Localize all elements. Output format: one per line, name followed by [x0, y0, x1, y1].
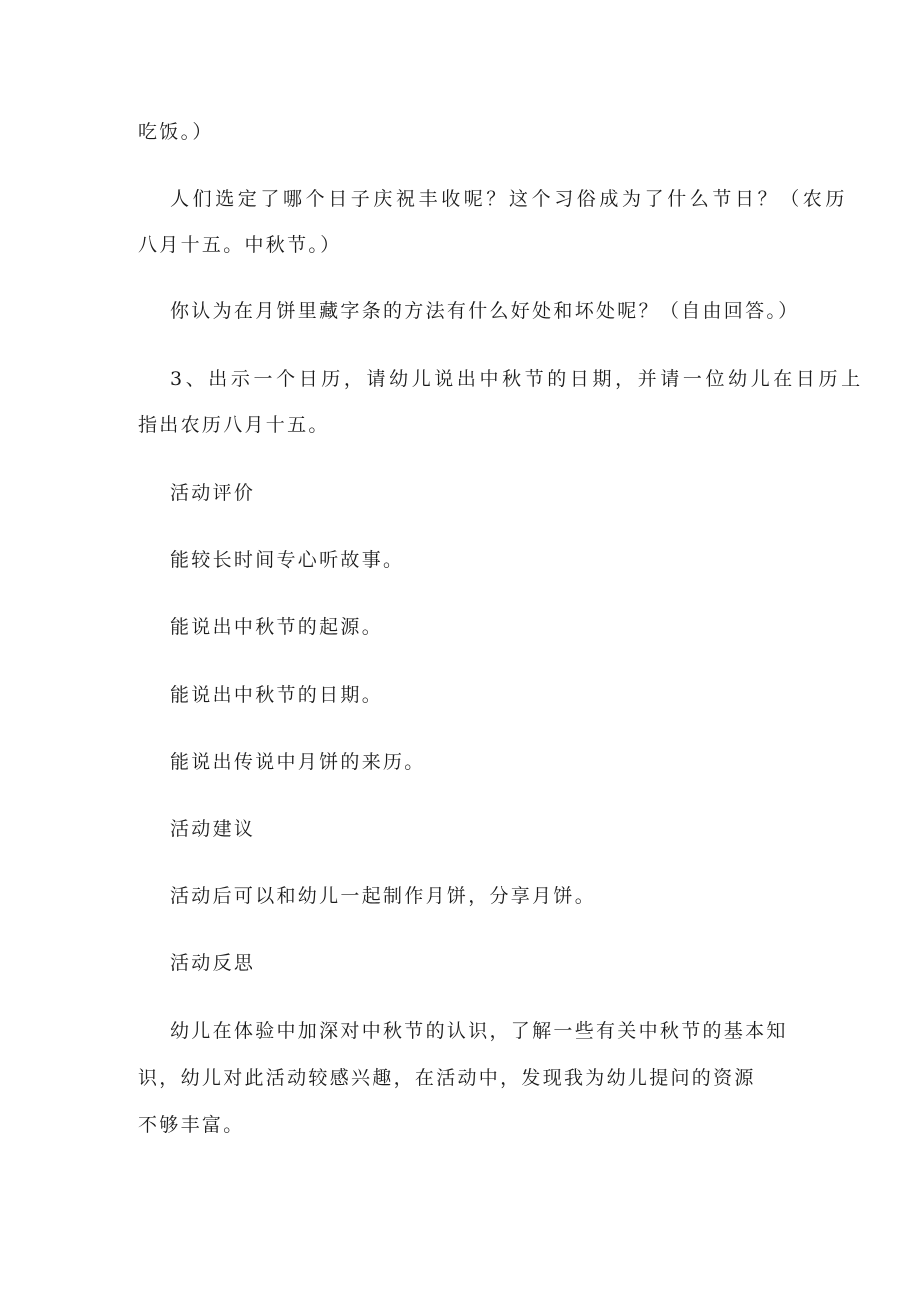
evaluation-item: 能说出中秋节的起源。	[170, 616, 384, 638]
reflection-line: 幼儿在体验中加深对中秋节的认识，了解一些有关中秋节的基本知	[170, 1020, 788, 1042]
evaluation-item: 能说出传说中月饼的来历。	[170, 751, 426, 773]
section-heading-evaluation: 活动评价	[170, 482, 256, 504]
evaluation-item: 能较长时间专心听故事。	[170, 549, 405, 571]
suggestion-item: 活动后可以和幼儿一起制作月饼，分享月饼。	[170, 885, 597, 907]
paragraph-line: 人们选定了哪个日子庆祝丰收呢？这个习俗成为了什么节日？（农历	[170, 188, 849, 210]
reflection-line: 识，幼儿对此活动较感兴趣，在活动中，发现我为幼儿提问的资源	[138, 1067, 756, 1089]
paragraph-line: 八月十五。中秋节。）	[138, 234, 342, 256]
paragraph-line: 指出农历八月十五。	[138, 414, 330, 436]
reflection-line: 不够丰富。	[138, 1114, 245, 1136]
section-heading-reflection: 活动反思	[170, 952, 256, 974]
paragraph-line: 你认为在月饼里藏字条的方法有什么好处和坏处呢？（自由回答。）	[170, 300, 800, 322]
paragraph-line: 3、出示一个日历，请幼儿说出中秋节的日期，并请一位幼儿在日历上	[170, 368, 864, 390]
evaluation-item: 能说出中秋节的日期。	[170, 684, 384, 706]
section-heading-suggestion: 活动建议	[170, 818, 256, 840]
paragraph-line: 吃饭。）	[138, 121, 214, 143]
